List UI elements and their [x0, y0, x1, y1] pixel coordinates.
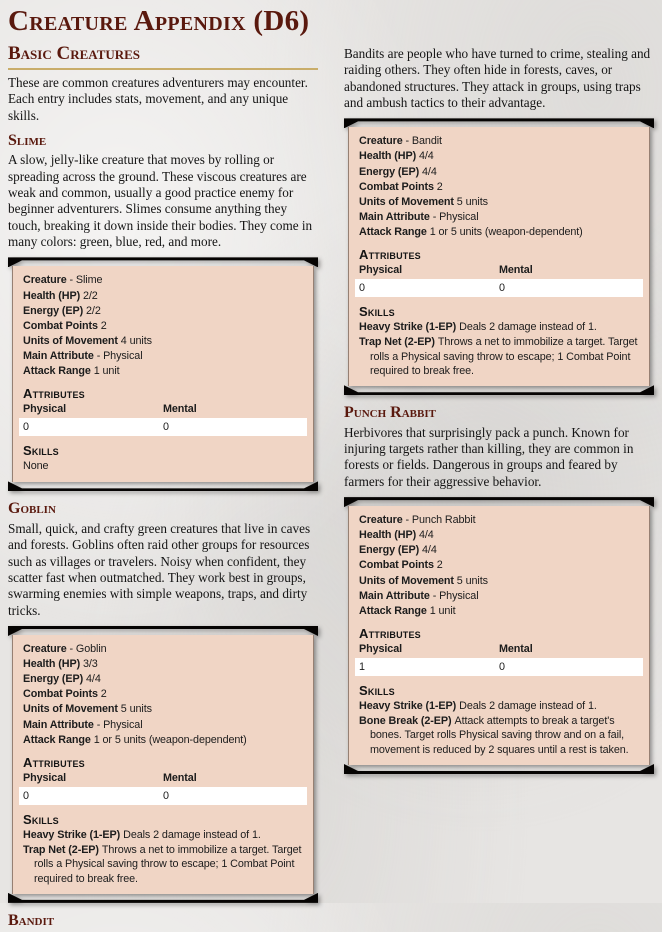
stat-row: Units of Movement 4 units — [23, 334, 152, 347]
skills-none-text: None — [23, 460, 49, 473]
statblock-bottom-edge — [8, 893, 318, 903]
stat-row: Creature - Slime — [23, 274, 103, 287]
section-heading-basic-creatures: Basic Creatures — [8, 44, 318, 70]
statblock-goblin — [8, 626, 318, 903]
attribute-header-physical: Physical — [359, 264, 403, 277]
statblock-bandit — [344, 118, 654, 395]
skill-entry: Heavy Strike (1-EP) Deals 2 damage instead of 1. — [359, 321, 597, 334]
stat-row: Health (HP) 4/4 — [359, 150, 434, 163]
statblock-body — [348, 127, 650, 386]
stat-row: Main Attribute - Physical — [359, 210, 479, 223]
right-column — [344, 42, 654, 783]
attribute-value-physical: 0 — [23, 789, 29, 802]
creature-heading-goblin: Goblin — [8, 500, 56, 518]
skills-heading: Skills — [359, 304, 395, 320]
creature-description-bandit: Bandits are people who have turned to crime, stealing and raiding others. They often hide in forests, caves, or abandoned structures. They attack in groups, using traps and ambush tactics to their advantage. — [344, 45, 651, 110]
statblock-body — [12, 266, 314, 482]
skill-entry: Trap Net (2-EP) Throws a net to immobilize a target. Target rolls a Physical saving throw to escape; 1 Combat Point required to break free. — [359, 336, 638, 377]
attribute-values-row — [355, 279, 643, 297]
skills-heading: Skills — [23, 811, 59, 827]
stat-row: Main Attribute - Physical — [23, 349, 143, 362]
attribute-values-row — [355, 658, 643, 676]
statblock-bottom-edge — [8, 481, 318, 491]
skill-entry: Bone Break (2-EP) Attack attempts to break a target's bones. Target rolls Physical saving throw and on a fail, movement is reduced by 2 squares until a rest is taken. — [359, 715, 629, 756]
stat-row: Units of Movement 5 units — [359, 574, 488, 587]
creature-description-slime: A slow, jelly-like creature that moves by rolling or spreading across the ground. These viscous creatures are weak and common, usually a good practice enemy for beginner adventurers. Slimes consume anything they touch, breaking it down inside their bodies. They come in many colors: green, blue, red, and more. — [8, 152, 313, 250]
stat-row: Attack Range 1 or 5 units (weapon-dependent) — [359, 225, 583, 238]
attribute-value-physical: 0 — [359, 282, 365, 295]
stat-row: Units of Movement 5 units — [359, 195, 488, 208]
attribute-values-row — [19, 418, 307, 436]
stat-row: Energy (EP) 4/4 — [359, 544, 437, 557]
creature-description-punch-rabbit: Herbivores that surprisingly pack a punch. Known for injuring targets rather than killing, they are common in forests or fields. Dangerous in groups and feared by farmers for their aggressive behavior. — [344, 424, 634, 489]
attribute-header-mental: Mental — [163, 771, 197, 784]
statblock-body — [348, 506, 650, 765]
attribute-headers — [23, 771, 303, 786]
attribute-headers — [359, 642, 639, 657]
stat-row: Health (HP) 4/4 — [359, 529, 434, 542]
stat-row: Attack Range 1 unit — [23, 365, 120, 378]
attribute-header-physical: Physical — [359, 642, 403, 655]
two-column-layout — [8, 42, 654, 932]
stat-row: Combat Points 2 — [359, 180, 443, 193]
page-title: Creature Appendix (D6) — [8, 5, 310, 37]
stat-row: Energy (EP) 4/4 — [23, 673, 101, 686]
attributes-heading: Attributes — [359, 247, 421, 263]
attribute-value-mental: 0 — [499, 282, 505, 295]
creature-heading-slime: Slime — [8, 131, 47, 149]
skills-heading: Skills — [23, 443, 59, 459]
attribute-header-mental: Mental — [163, 403, 197, 416]
attributes-heading: Attributes — [23, 754, 85, 770]
attribute-value-physical: 0 — [23, 421, 29, 434]
attribute-headers — [23, 402, 303, 417]
statblock-punch-rabbit — [344, 497, 654, 774]
attribute-value-mental: 0 — [163, 421, 169, 434]
stat-row: Combat Points 2 — [359, 559, 443, 572]
section-intro-text: These are common creatures adventurers may encounter. Each entry includes stats, movement, and any unique skills. — [8, 74, 308, 123]
attribute-header-mental: Mental — [499, 264, 533, 277]
stat-row: Creature - Goblin — [23, 642, 107, 655]
creature-heading-bandit: Bandit — [8, 911, 55, 929]
attribute-value-physical: 1 — [359, 660, 365, 673]
attribute-value-mental: 0 — [163, 789, 169, 802]
left-column — [8, 42, 318, 932]
stat-row: Units of Movement 5 units — [23, 703, 152, 716]
stat-row: Combat Points 2 — [23, 688, 107, 701]
stat-row: Energy (EP) 2/2 — [23, 304, 101, 317]
statblock-slime — [8, 257, 318, 491]
statblock-bottom-edge — [344, 385, 654, 395]
stat-row: Health (HP) 3/3 — [23, 658, 98, 671]
statblock-body — [12, 635, 314, 894]
attribute-value-mental: 0 — [499, 660, 505, 673]
statblock-bottom-edge — [344, 764, 654, 774]
stat-row: Energy (EP) 4/4 — [359, 165, 437, 178]
stat-row: Main Attribute - Physical — [359, 589, 479, 602]
skill-entry: Trap Net (2-EP) Throws a net to immobilize a target. Target rolls a Physical saving throw to escape; 1 Combat Point required to break free. — [23, 844, 302, 885]
attributes-heading: Attributes — [359, 625, 421, 641]
stat-row: Attack Range 1 or 5 units (weapon-dependent) — [23, 733, 247, 746]
attributes-heading: Attributes — [23, 386, 85, 402]
stat-row: Combat Points 2 — [23, 319, 107, 332]
attribute-headers — [359, 263, 639, 278]
skill-entry: Heavy Strike (1-EP) Deals 2 damage instead of 1. — [359, 699, 597, 712]
attribute-header-physical: Physical — [23, 771, 67, 784]
creature-heading-punch-rabbit: Punch Rabbit — [344, 404, 436, 422]
stat-row: Health (HP) 2/2 — [23, 289, 98, 302]
attribute-values-row — [19, 787, 307, 805]
skills-heading: Skills — [359, 682, 395, 698]
stat-row: Creature - Bandit — [359, 135, 442, 148]
stat-row: Attack Range 1 unit — [359, 604, 456, 617]
attribute-header-physical: Physical — [23, 403, 67, 416]
stat-row: Main Attribute - Physical — [23, 718, 143, 731]
attribute-header-mental: Mental — [499, 642, 533, 655]
stat-row: Creature - Punch Rabbit — [359, 514, 476, 527]
creature-description-goblin: Small, quick, and crafty green creatures that live in caves and forests. Goblins often raid other groups for resources such as villages or travelers. Noisy when confident, they scatter fast when outmatched. They work best in groups, swarming enemies with simple weapons, traps, and dirty tricks. — [8, 520, 311, 618]
skill-entry: Heavy Strike (1-EP) Deals 2 damage instead of 1. — [23, 828, 261, 841]
